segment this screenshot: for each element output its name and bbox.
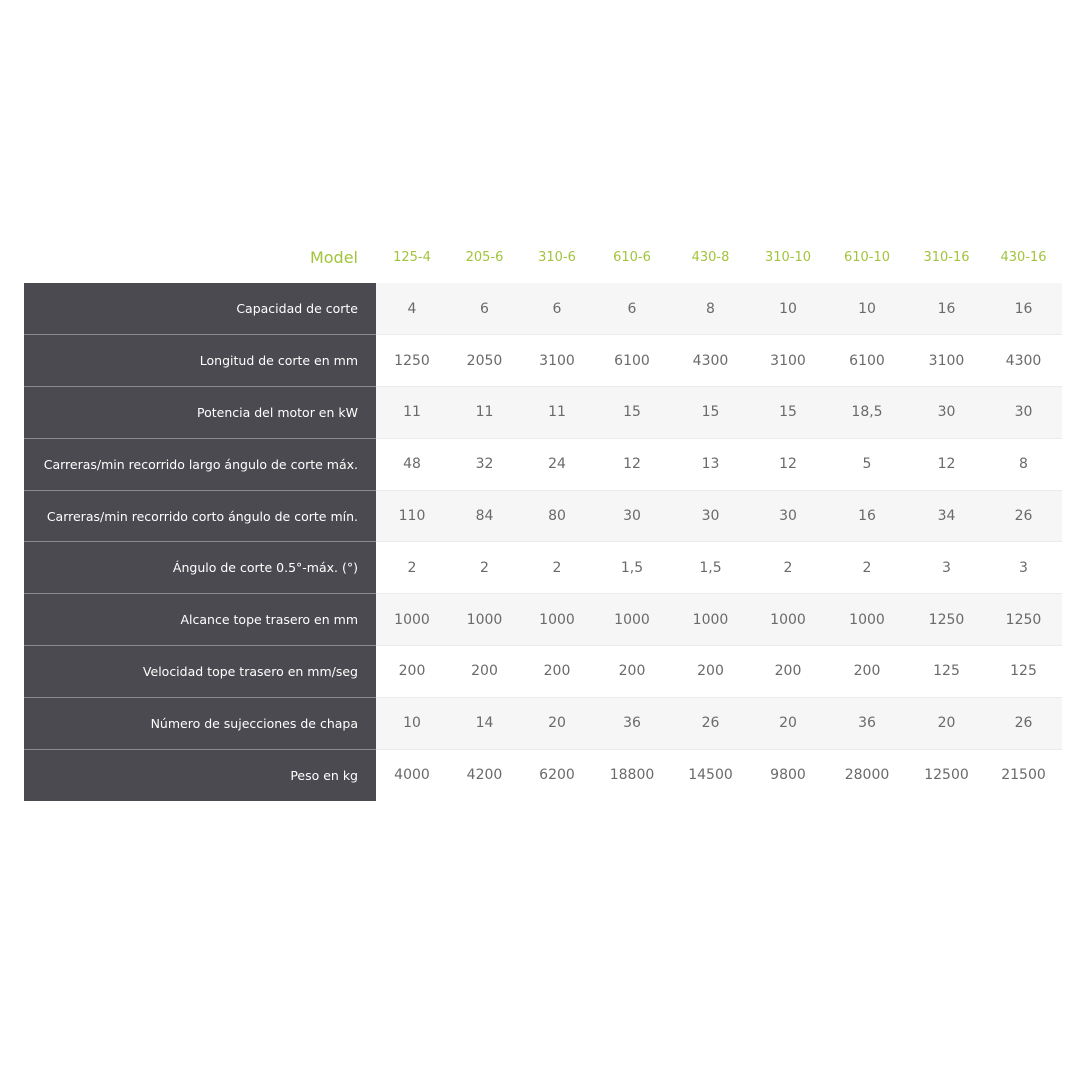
table-cell: 36 <box>826 697 908 749</box>
table-cell: 4300 <box>985 335 1062 387</box>
table-cell: 24 <box>521 438 593 490</box>
row-label: Velocidad tope trasero en mm/seg <box>24 646 376 698</box>
table-cell: 1000 <box>448 594 521 646</box>
table-cell: 125 <box>985 646 1062 698</box>
table-cell: 11 <box>376 387 448 439</box>
model-column-header: 310-6 <box>538 250 576 265</box>
table-cell: 20 <box>908 697 985 749</box>
table-row <box>24 335 1062 387</box>
model-header: Model <box>309 248 358 267</box>
table-cell: 200 <box>750 646 826 698</box>
header-row <box>24 232 1062 283</box>
table-cell: 26 <box>985 490 1062 542</box>
table-cell: 12 <box>593 438 671 490</box>
table-cell: 1000 <box>671 594 750 646</box>
table-cell: 6 <box>448 283 521 335</box>
table-cell: 16 <box>826 490 908 542</box>
table-cell: 1000 <box>826 594 908 646</box>
table-cell: 10 <box>376 697 448 749</box>
table-cell: 4 <box>376 283 448 335</box>
table-cell: 18800 <box>593 749 671 801</box>
table-cell: 9800 <box>750 749 826 801</box>
table-row <box>24 697 1062 749</box>
table-cell: 2050 <box>448 335 521 387</box>
table-row <box>24 387 1062 439</box>
table-cell: 1000 <box>521 594 593 646</box>
row-label: Potencia del motor en kW <box>24 387 376 439</box>
row-label: Longitud de corte en mm <box>24 335 376 387</box>
model-column-header: 310-10 <box>764 250 812 265</box>
table-cell: 3100 <box>521 335 593 387</box>
table-cell: 6100 <box>826 335 908 387</box>
table-cell: 200 <box>671 646 750 698</box>
table-cell: 3 <box>985 542 1062 594</box>
model-column-header: 610-6 <box>613 250 651 265</box>
table-cell: 8 <box>985 438 1062 490</box>
table-cell: 12500 <box>908 749 985 801</box>
table-cell: 14 <box>448 697 521 749</box>
model-column-header: 205-6 <box>465 250 504 265</box>
table-cell: 21500 <box>985 749 1062 801</box>
row-label: Capacidad de corte <box>24 283 376 335</box>
table-cell: 26 <box>985 697 1062 749</box>
table-cell: 15 <box>593 387 671 439</box>
spec-table-body <box>24 283 1062 801</box>
table-row <box>24 594 1062 646</box>
table-cell: 1250 <box>908 594 985 646</box>
table-cell: 200 <box>376 646 448 698</box>
table-cell: 12 <box>908 438 985 490</box>
table-cell: 4300 <box>671 335 750 387</box>
table-cell: 200 <box>826 646 908 698</box>
row-label: Peso en kg <box>24 749 376 801</box>
table-cell: 200 <box>521 646 593 698</box>
table-row <box>24 490 1062 542</box>
model-column-header: 310-16 <box>923 250 970 265</box>
table-cell: 13 <box>671 438 750 490</box>
table-cell: 2 <box>826 542 908 594</box>
row-label: Ángulo de corte 0.5°-máx. (°) <box>24 542 376 594</box>
model-column-header: 430-16 <box>1000 250 1047 265</box>
row-label: Carreras/min recorrido largo ángulo de corte máx. <box>24 438 376 490</box>
table-cell: 1250 <box>376 335 448 387</box>
table-cell: 3100 <box>750 335 826 387</box>
table-cell: 14500 <box>671 749 750 801</box>
table-cell: 84 <box>448 490 521 542</box>
table-row <box>24 438 1062 490</box>
table-cell: 30 <box>593 490 671 542</box>
model-column-header: 610-10 <box>843 250 891 265</box>
table-cell: 1000 <box>376 594 448 646</box>
table-cell: 2 <box>448 542 521 594</box>
table-cell: 15 <box>671 387 750 439</box>
model-column-header: 125-4 <box>393 250 431 265</box>
table-cell: 30 <box>908 387 985 439</box>
table-cell: 28000 <box>826 749 908 801</box>
table-cell: 3 <box>908 542 985 594</box>
table-cell: 30 <box>671 490 750 542</box>
table-cell: 26 <box>671 697 750 749</box>
table-cell: 1250 <box>985 594 1062 646</box>
table-cell: 32 <box>448 438 521 490</box>
table-cell: 3100 <box>908 335 985 387</box>
table-cell: 20 <box>750 697 826 749</box>
table-cell: 2 <box>521 542 593 594</box>
table-cell: 110 <box>376 490 448 542</box>
table-cell: 6 <box>521 283 593 335</box>
table-cell: 2 <box>376 542 448 594</box>
table-row <box>24 283 1062 335</box>
table-row <box>24 542 1062 594</box>
table-cell: 200 <box>448 646 521 698</box>
table-cell: 30 <box>985 387 1062 439</box>
table-cell: 4200 <box>448 749 521 801</box>
spec-table <box>24 232 1062 801</box>
table-cell: 15 <box>750 387 826 439</box>
table-cell: 1000 <box>750 594 826 646</box>
table-cell: 5 <box>826 438 908 490</box>
table-row <box>24 749 1062 801</box>
table-cell: 30 <box>750 490 826 542</box>
table-cell: 16 <box>908 283 985 335</box>
table-cell: 8 <box>671 283 750 335</box>
row-label: Número de sujecciones de chapa <box>24 697 376 749</box>
row-label: Carreras/min recorrido corto ángulo de corte mín. <box>24 490 376 542</box>
table-cell: 1,5 <box>593 542 671 594</box>
table-cell: 34 <box>908 490 985 542</box>
table-cell: 10 <box>826 283 908 335</box>
table-cell: 20 <box>521 697 593 749</box>
table-cell: 1000 <box>593 594 671 646</box>
table-cell: 10 <box>750 283 826 335</box>
table-cell: 11 <box>521 387 593 439</box>
table-cell: 80 <box>521 490 593 542</box>
table-cell: 48 <box>376 438 448 490</box>
table-cell: 6100 <box>593 335 671 387</box>
table-cell: 1,5 <box>671 542 750 594</box>
table-cell: 6200 <box>521 749 593 801</box>
table-cell: 125 <box>908 646 985 698</box>
table-cell: 12 <box>750 438 826 490</box>
table-row <box>24 646 1062 698</box>
table-cell: 18,5 <box>826 387 908 439</box>
table-cell: 16 <box>985 283 1062 335</box>
table-cell: 11 <box>448 387 521 439</box>
table-cell: 36 <box>593 697 671 749</box>
table-cell: 2 <box>750 542 826 594</box>
table-cell: 200 <box>593 646 671 698</box>
table-cell: 6 <box>593 283 671 335</box>
table-cell: 4000 <box>376 749 448 801</box>
model-column-header: 430-8 <box>691 250 730 265</box>
row-label: Alcance tope trasero en mm <box>24 594 376 646</box>
